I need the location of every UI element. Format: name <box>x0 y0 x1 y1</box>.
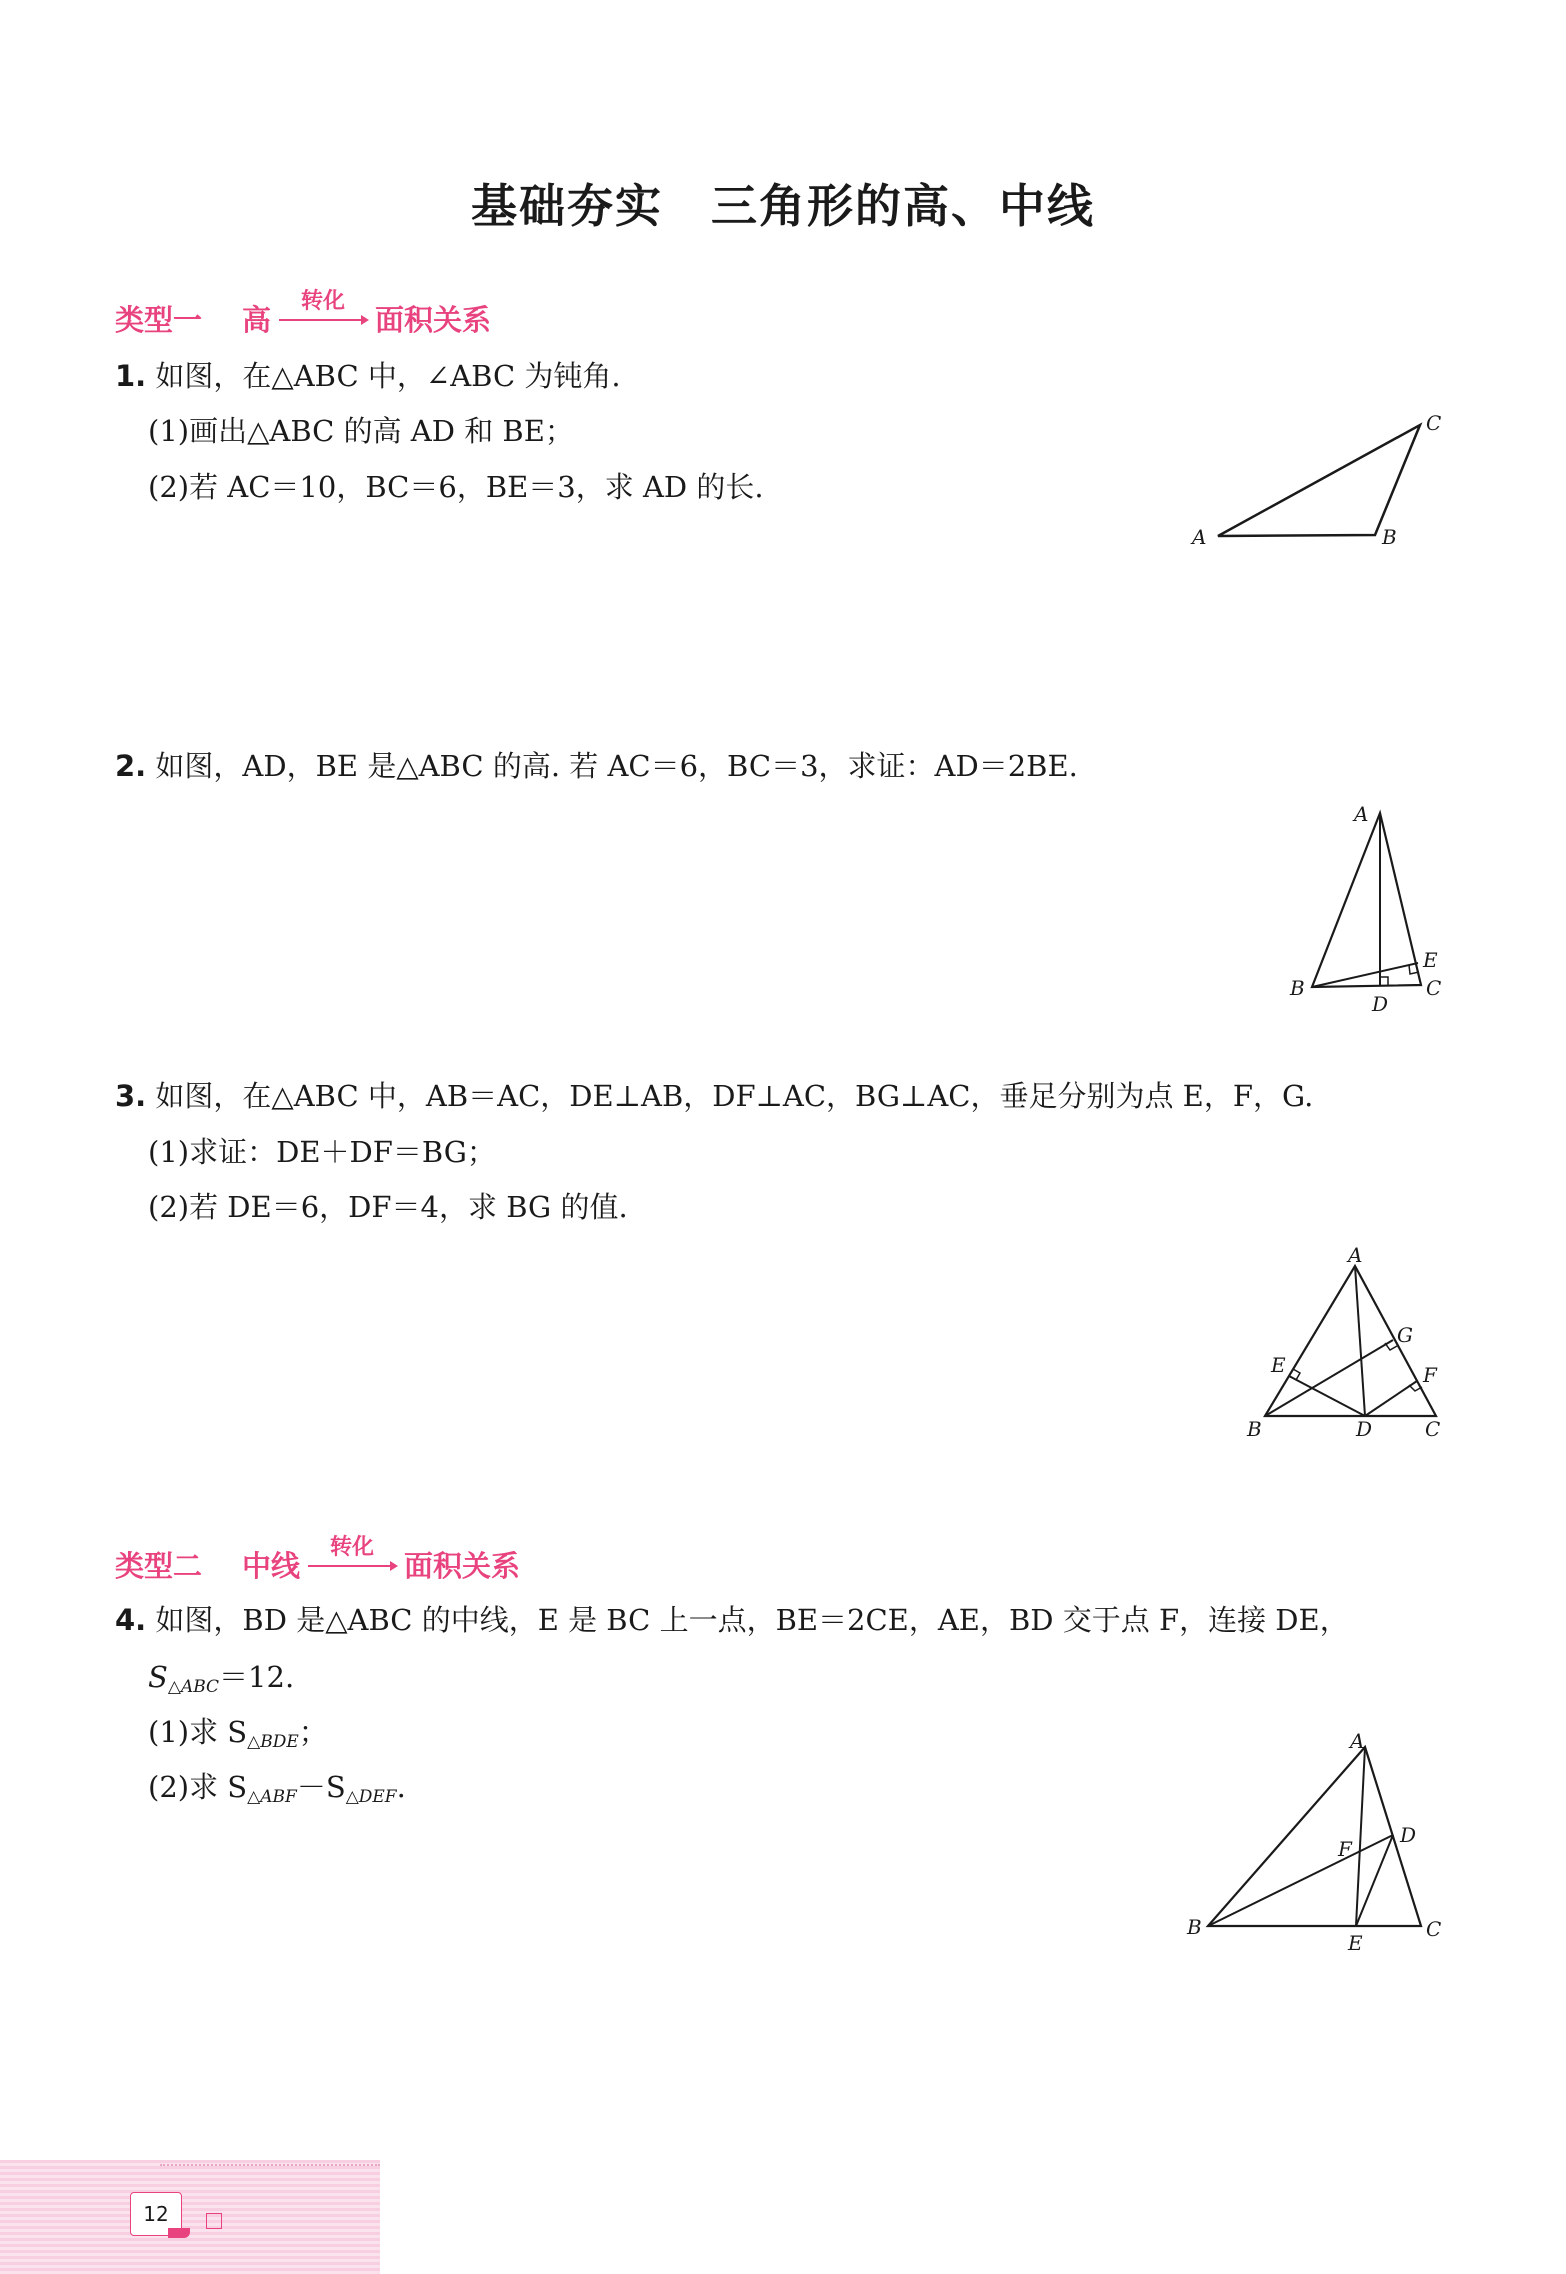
question-2-text: 如图，AD，BE 是△ABC 的高. 若 AC＝6，BC＝3，求证：AD＝2BE. <box>155 749 1078 783</box>
fig4-label-f: F <box>1338 1837 1352 1861</box>
fig1-label-a: A <box>1192 525 1207 549</box>
fig1-label-c: C <box>1426 411 1442 435</box>
arrow-icon-2 <box>306 1560 398 1572</box>
page-number-accent <box>168 2228 190 2238</box>
question-3-part-1: (1)求证：DE＋DF＝BG； <box>148 1135 496 1169</box>
type-one-label: 类型一 <box>115 303 203 337</box>
fig3-label-c: C <box>1425 1417 1441 1441</box>
fig4-label-c: C <box>1426 1917 1442 1941</box>
type-one-to: 面积关系 <box>375 303 492 337</box>
type-two-to: 面积关系 <box>404 1549 521 1583</box>
fig3-label-f: F <box>1423 1363 1437 1387</box>
figure-2-triangle <box>1280 795 1460 1020</box>
figure-1-triangle <box>1180 400 1470 560</box>
area-symbol: S <box>148 1660 168 1694</box>
question-1-number: 1. <box>115 359 147 393</box>
arrow-label: 转化 <box>301 288 346 314</box>
question-2 <box>115 746 1078 786</box>
arrow-icon <box>277 314 369 326</box>
question-3-text: 如图，在△ABC 中，AB＝AC，DE⊥AB，DF⊥AC，BG⊥AC，垂足分别为点 E，F，G. <box>155 1079 1314 1113</box>
fig4-label-a: A <box>1350 1730 1365 1753</box>
q4-part2-pre: (2)求 S <box>148 1770 248 1804</box>
page-number: 12 <box>130 2192 182 2236</box>
type-two-heading <box>115 1534 521 1585</box>
fig2-label-d: D <box>1372 992 1389 1016</box>
figure-4-triangle <box>1175 1730 1465 1955</box>
question-1-part-1: (1)画出△ABC 的高 AD 和 BE； <box>148 414 574 448</box>
area-subscript-abc: △ABC <box>167 1677 220 1697</box>
fig3-label-d: D <box>1356 1417 1373 1441</box>
arrow-label-2: 转化 <box>330 1534 375 1560</box>
type-one-heading <box>115 288 492 339</box>
q4-part1-post: ； <box>298 1715 328 1749</box>
fig2-label-b: B <box>1290 976 1305 1000</box>
question-4-text: 如图，BD 是△ABC 的中线，E 是 BC 上一点，BE＝2CE，AE，BD 交于点 F，连接 DE， <box>155 1603 1349 1637</box>
fig3-label-a: A <box>1348 1243 1363 1267</box>
fig3-label-b: B <box>1247 1417 1262 1441</box>
question-1-part-2: (2)若 AC＝10，BC＝6，BE＝3，求 AD 的长. <box>148 470 764 504</box>
q4-part2-sub2: △DEF <box>345 1787 397 1807</box>
type-two-from: 中线 <box>242 1549 301 1583</box>
page-title: 基础夯实 三角形的高、中线 <box>471 179 1095 233</box>
question-3 <box>115 1076 1313 1116</box>
question-4-number: 4. <box>115 1603 147 1637</box>
fig3-label-e: E <box>1271 1353 1286 1377</box>
question-4-part-2 <box>148 1767 406 1817</box>
fig1-label-b: B <box>1382 525 1397 549</box>
question-2-number: 2. <box>115 749 147 783</box>
footer-decoration <box>0 2160 380 2274</box>
type-one-from: 高 <box>242 303 272 337</box>
footer-dotted-line <box>160 2164 380 2166</box>
square-icon <box>206 2213 222 2229</box>
q4-part2-post: . <box>396 1770 406 1804</box>
fig4-label-b: B <box>1187 1915 1202 1939</box>
question-1-text: 如图，在△ABC 中，∠ABC 为钝角. <box>155 359 621 393</box>
q4-part2-mid: －S <box>296 1770 346 1804</box>
fig4-label-d: D <box>1400 1823 1417 1847</box>
question-4-given <box>148 1657 294 1707</box>
q4-part1-pre: (1)求 S <box>148 1715 248 1749</box>
question-1 <box>115 356 621 396</box>
transform-arrow <box>277 288 369 336</box>
fig3-label-g: G <box>1397 1323 1413 1347</box>
question-3-number: 3. <box>115 1079 147 1113</box>
q4-part2-sub1: △ABF <box>247 1787 297 1807</box>
question-4 <box>115 1600 1349 1640</box>
area-value: ＝12. <box>219 1660 295 1694</box>
question-3-part-2: (2)若 DE＝6，DF＝4，求 BG 的值. <box>148 1190 628 1224</box>
figure-3-triangle <box>1245 1240 1465 1445</box>
fig2-label-a: A <box>1354 802 1369 826</box>
q4-part1-sub: △BDE <box>247 1732 299 1752</box>
type-two-label: 类型二 <box>115 1549 203 1583</box>
transform-arrow-2 <box>306 1534 398 1582</box>
fig4-label-e: E <box>1348 1931 1363 1955</box>
fig2-label-e: E <box>1423 948 1438 972</box>
fig2-label-c: C <box>1426 976 1442 1000</box>
question-4-part-1 <box>148 1712 328 1762</box>
